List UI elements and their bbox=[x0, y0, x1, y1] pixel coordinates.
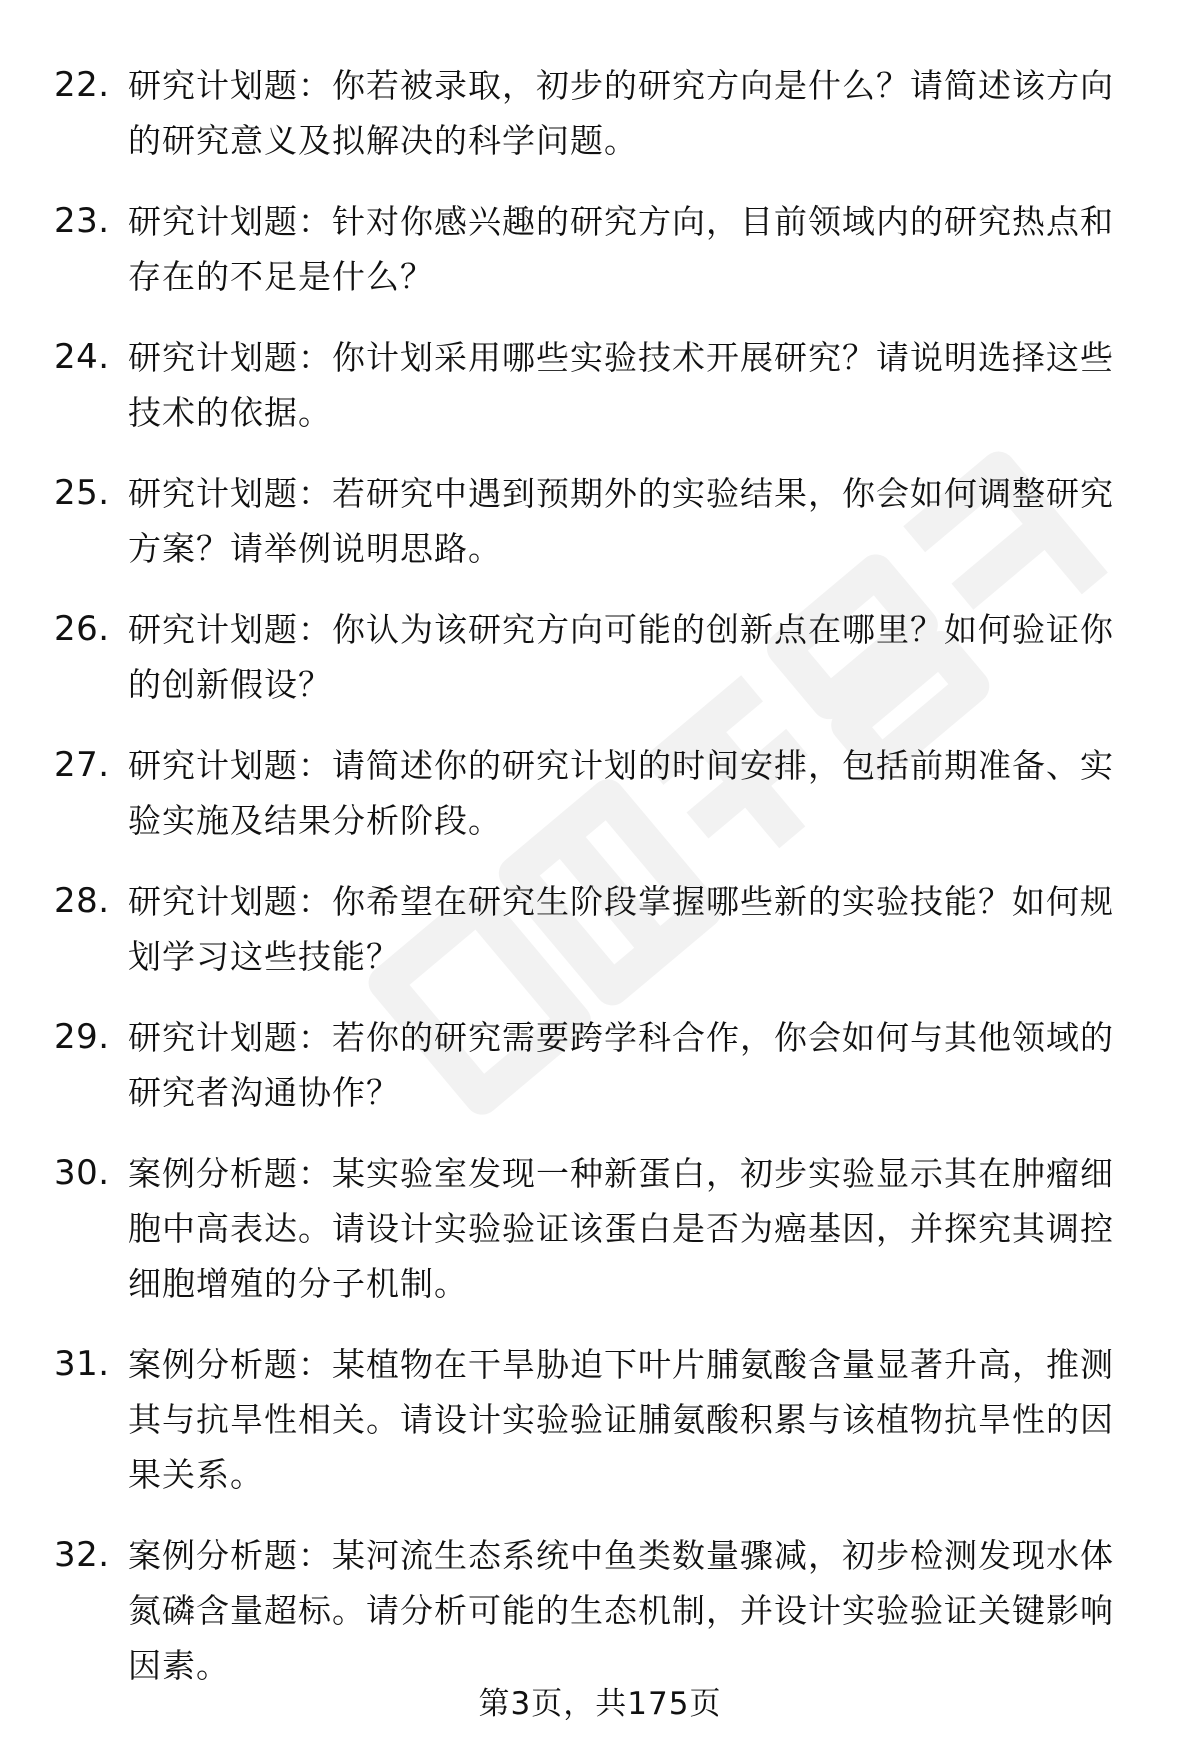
question-text: 研究计划题：你希望在研究生阶段掌握哪些新的实验技能？如何规划学习这些技能？ bbox=[128, 882, 1114, 976]
page-footer: 第3页，共175页 bbox=[478, 1686, 722, 1722]
question-number: 31. bbox=[54, 1344, 110, 1384]
question-item bbox=[0, 58, 1200, 168]
question-item bbox=[0, 330, 1200, 440]
question-number: 26. bbox=[54, 609, 110, 649]
question-text: 研究计划题：请简述你的研究计划的时间安排，包括前期准备、实验实施及结果分析阶段。 bbox=[128, 746, 1114, 840]
question-number: 32. bbox=[54, 1535, 110, 1575]
question-number: 24. bbox=[54, 337, 110, 377]
question-text: 研究计划题：你若被录取，初步的研究方向是什么？请简述该方向的研究意义及拟解决的科学问题。 bbox=[128, 66, 1114, 160]
question-number: 28. bbox=[54, 881, 110, 921]
question-item bbox=[0, 194, 1200, 304]
question-item bbox=[0, 1146, 1200, 1311]
question-item bbox=[0, 1528, 1200, 1693]
question-text: 案例分析题：某植物在干旱胁迫下叶片脯氨酸含量显著升高，推测其与抗旱性相关。请设计实验验证脯氨酸积累与该植物抗旱性的因果关系。 bbox=[128, 1345, 1114, 1494]
question-item bbox=[0, 874, 1200, 984]
question-text: 研究计划题：若研究中遇到预期外的实验结果，你会如何调整研究方案？请举例说明思路。 bbox=[128, 474, 1114, 568]
question-number: 29. bbox=[54, 1017, 110, 1057]
question-item bbox=[0, 1337, 1200, 1502]
question-number: 30. bbox=[54, 1153, 110, 1193]
question-item bbox=[0, 1010, 1200, 1120]
question-number: 22. bbox=[54, 65, 110, 105]
question-list bbox=[0, 58, 1200, 1719]
question-text: 研究计划题：你认为该研究方向可能的创新点在哪里？如何验证你的创新假设？ bbox=[128, 610, 1114, 704]
question-text: 研究计划题：针对你感兴趣的研究方向，目前领域内的研究热点和存在的不足是什么？ bbox=[128, 202, 1114, 296]
question-text: 研究计划题：你计划采用哪些实验技术开展研究？请说明选择这些技术的依据。 bbox=[128, 338, 1114, 432]
question-number: 23. bbox=[54, 201, 110, 241]
question-item bbox=[0, 602, 1200, 712]
question-text: 案例分析题：某实验室发现一种新蛋白，初步实验显示其在肿瘤细胞中高表达。请设计实验验证该蛋白是否为癌基因，并探究其调控细胞增殖的分子机制。 bbox=[128, 1154, 1114, 1303]
question-text: 案例分析题：某河流生态系统中鱼类数量骤减，初步检测发现水体氮磷含量超标。请分析可能的生态机制，并设计实验验证关键影响因素。 bbox=[128, 1536, 1114, 1685]
question-number: 25. bbox=[54, 473, 110, 513]
question-item bbox=[0, 466, 1200, 576]
question-text: 研究计划题：若你的研究需要跨学科合作，你会如何与其他领域的研究者沟通协作？ bbox=[128, 1018, 1114, 1112]
question-number: 27. bbox=[54, 745, 110, 785]
question-item bbox=[0, 738, 1200, 848]
